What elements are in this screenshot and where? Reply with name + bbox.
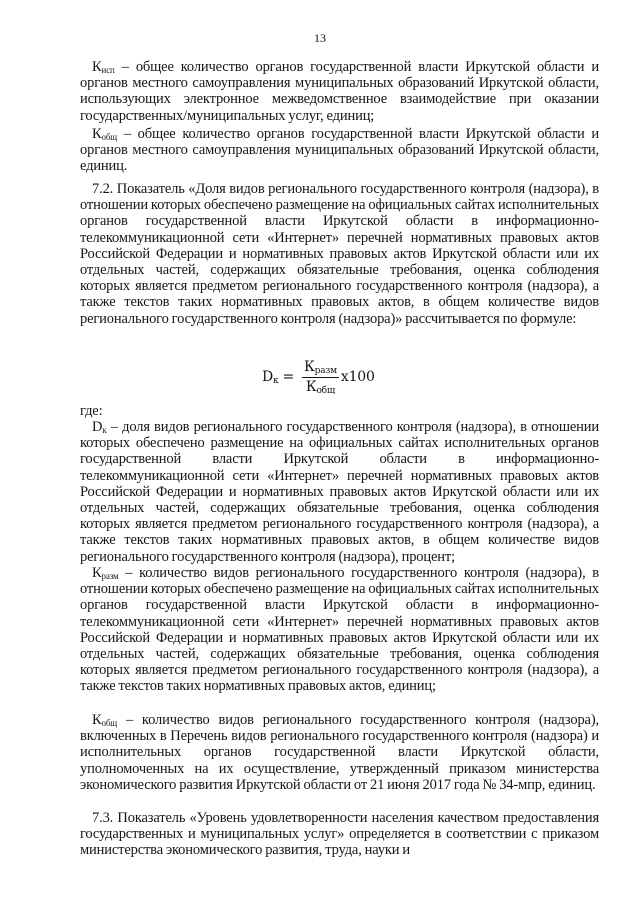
definition-k-obsh: $К_{общ}$ – общее количество органов государственной власти Иркутской области и органов местного самоуправления муниципальных образований Иркутской области, единиц. bbox=[80, 126, 599, 175]
section-7-2: 7.2. Показатель «Доля видов регионального государственного контроля (надзора), в отношении которых обеспечено размещение на официальных сайтах исполнительных органов государственной власти Иркутской области в информационно-телекоммуникационной сети «Интернет» перечней нормативных правовых актов Российской Федерации и нормативных правовых актов Иркутской области или их отдельных частей, содержащих обязательные требования, оценка соблюдения которых является предметом регионального государственного контроля (надзора), а также текстов таких нормативных правовых актов, в общем количестве видов регионального государственного контроля (надзора)» рассчитывается по формуле: bbox=[80, 181, 599, 327]
definition-d-k: $D_к$ – доля видов регионального государственного контроля (надзора), в отношении которых обеспечено размещение на официальных сайтах исполнительных органов государственной власти Иркутской области в информационно-телекоммуникационной сети «Интернет» перечней нормативных правовых актов Российской Федерации и нормативных правовых актов Иркутской области или их отдельных частей, содержащих обязательные требования, оценка соблюдения которых является предметом регионального государственного контроля (надзора), а также текстов таких нормативных правовых актов, в общем количестве видов регионального государственного контроля (надзора), процент; bbox=[80, 419, 599, 565]
symbol-k-obsh: $К_{общ}$ bbox=[92, 126, 118, 142]
where-label: где: bbox=[80, 403, 103, 419]
formula-d-k bbox=[262, 357, 375, 397]
formula-numerator: $К_{разм}$ bbox=[304, 358, 337, 376]
formula-equals: = bbox=[282, 369, 294, 385]
section-7-3: 7.3. Показатель «Уровень удовлетворенности населения качеством предоставления государственных и муниципальных услуг» определяется в соответствии с приказом министерства экономического развития, труда, науки и bbox=[80, 810, 599, 859]
symbol-k-isp: $К_{исп}$ bbox=[92, 59, 115, 75]
symbol-d-k: $D_к$ bbox=[92, 419, 107, 435]
definition-k-razm: $К_{разм}$ – количество видов регионального государственного контроля (надзора), в отношении которых обеспечено размещение на официальных сайтах исполнительных органов государственной власти Иркутской области в информационно-телекоммуникационной сети «Интернет» перечней нормативных правовых актов Российской Федерации и нормативных правовых актов Иркутской области или их отдельных частей, содержащих обязательные требования, оценка соблюдения которых является предметом регионального государственного контроля (надзора), а также текстов таких нормативных правовых актов, единиц; bbox=[80, 565, 599, 695]
definition-k-isp: $К_{исп}$ – общее количество органов государственной власти Иркутской области и органов местного самоуправления муниципальных образований Иркутской области, использующих электронное межведомственное взаимодействие при оказании государственных/муниципальных услуг, единиц; bbox=[80, 59, 599, 124]
definition-k-obsh-2: $К_{общ}$ – количество видов регионального государственного контроля (надзора), включенных в Перечень видов регионального государственного контроля (надзора) и исполнительных органов государственной власти Иркутской области, уполномоченных на их осуществление, утвержденный приказом министерства экономического развития Иркутской области от 21 июня 2017 года № 34-мпр, единиц. bbox=[80, 712, 599, 793]
formula-lhs: $D_к$ bbox=[262, 369, 279, 386]
formula-denominator: $К_{общ}$ bbox=[305, 378, 336, 396]
formula-fraction bbox=[302, 360, 339, 395]
symbol-k-obsh-2: $К_{общ}$ bbox=[92, 712, 118, 728]
formula-multiplier: х100 bbox=[340, 369, 375, 385]
symbol-k-razm: $К_{разм}$ bbox=[92, 565, 119, 581]
page-number: 13 bbox=[314, 31, 326, 45]
